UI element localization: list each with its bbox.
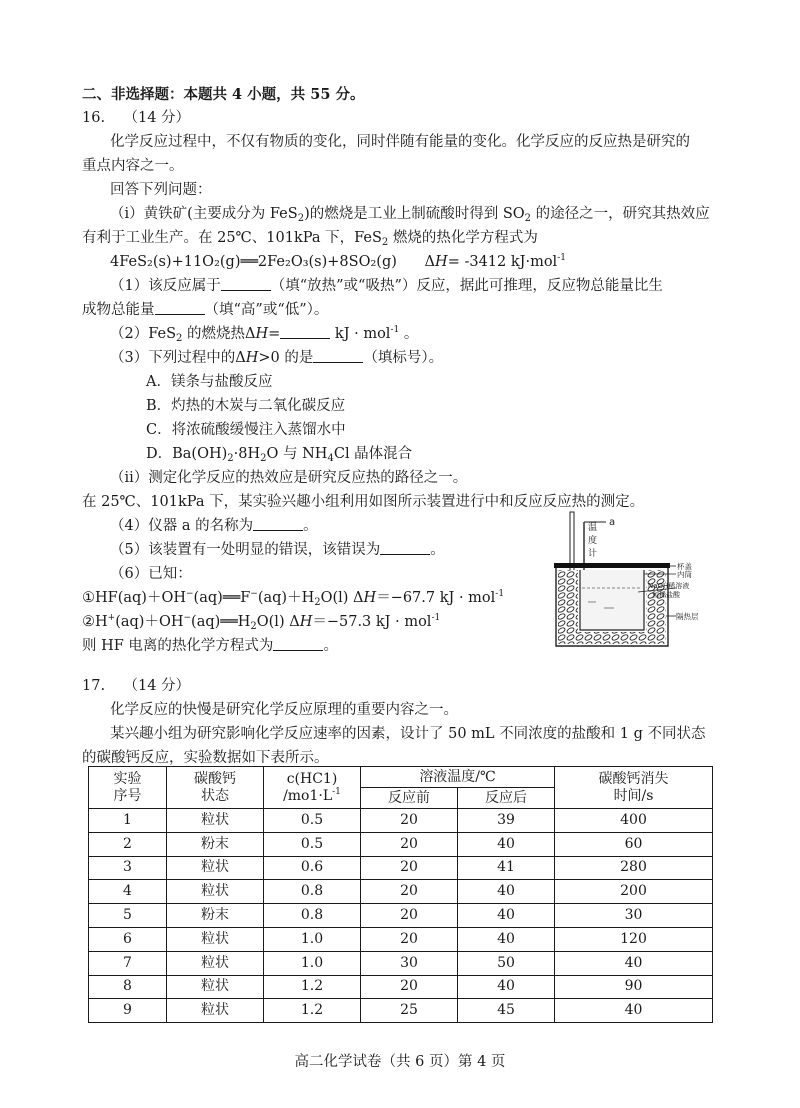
table-row: 3 粒状 0.6 20 41 280 xyxy=(89,856,713,880)
q16-sub3: （3）下列过程中的ΔH>0 的是 （填标号）。 xyxy=(110,350,444,366)
q17-intro: 化学反应的快慢是研究化学反应原理的重要内容之一。 xyxy=(110,702,458,718)
answer-blank[interactable] xyxy=(380,540,430,555)
table-row: 6 粒状 1.0 20 40 120 xyxy=(89,927,713,951)
q17-desc-line2: 的碳酸钙反应，实验数据如下表所示。 xyxy=(82,750,329,766)
lid xyxy=(554,563,670,568)
experiment-table xyxy=(88,766,713,1023)
q17-score: （14 分） xyxy=(123,678,191,694)
label-insulation: 隔热层 xyxy=(676,612,699,621)
table-row: 4 粒状 0.8 20 40 200 xyxy=(89,880,713,904)
q16-prompt: 回答下列问题： xyxy=(110,182,212,198)
answer-blank[interactable] xyxy=(253,516,303,531)
q16-sub1-line2: 成物总能量 （填“高”或“低”）。 xyxy=(82,302,329,318)
inner-cup xyxy=(580,570,644,630)
header-after: 反应后 xyxy=(458,788,555,809)
q17-desc-line1: 某兴趣小组为研究影响化学反应速率的因素，设计了 50 mL 不同浓度的盐酸和 1 g 不同状态 xyxy=(110,726,706,742)
label-solution: 和稀盐酸 xyxy=(652,591,680,599)
header-before: 反应前 xyxy=(361,788,458,809)
q16-part-ii: （ii）测定化学反应的热效应是研究反应热的路径之一。 xyxy=(110,470,468,486)
equation-text: 4FeS₂(s)+11O₂(g)══2Fe₂O₃(s)+8SO₂(g) xyxy=(110,254,397,270)
table-row: 2 粉末 0.5 20 40 60 xyxy=(89,832,713,856)
q16-score: （14 分） xyxy=(123,110,191,126)
q16-intro-line2: 重点内容之一。 xyxy=(82,158,184,174)
thermometer-label: 计 xyxy=(588,549,598,559)
q16-intro-line1: 化学反应过程中，不仅有物质的变化，同时伴随有能量的变化。化学反应的反应热是研究的 xyxy=(110,134,690,150)
header-exp-no: 实验 序号 xyxy=(89,767,167,809)
table-row: 7 粒状 1.0 30 50 40 xyxy=(89,951,713,975)
q17-number: 17. xyxy=(82,678,106,694)
answer-blank[interactable] xyxy=(221,276,271,291)
q16-equation-main: 4FeS₂(s)+11O₂(g)══2Fe₂O₃(s)+8SO₂(g) ΔH= -3412 kJ·mol$^{-1}$ xyxy=(110,253,566,270)
q16-part-ii-line2: 在 25℃、101kPa 下，某实验兴趣小组利用如图所示装置进行中和反应反应热的测定。 xyxy=(82,494,645,510)
q16-sub2: （2）FeS$_2$ 的燃烧热ΔH= kJ · mol$^{-1}$ 。 xyxy=(110,325,419,344)
q17-header xyxy=(82,676,190,696)
q16-sub6: （6）已知： xyxy=(110,566,192,582)
option-d: D．$Ba(OH)_2\cdot 8H_2O$ 与 $NH_4Cl$ 晶体混合 xyxy=(146,446,413,464)
q16-sub1-line1: （1）该反应属于 （填“放热”或“吸热”）反应，据此可推理，反应物总能量比生 xyxy=(110,278,663,294)
q16-sub4: （4）仪器 a 的名称为 。 xyxy=(110,518,318,534)
q16-part-i-line1: （i）黄铁矿(主要成分为 FeS$_2$)的燃烧是工业上制硫酸时得到 $SO_2$ 的途径之一，研究其热效应 xyxy=(110,206,710,224)
q16-part-i-line2: 有利于工业生产。在 25℃、101kPa 下，FeS$_2$ 燃烧的热化学方程式为 xyxy=(82,230,538,248)
answer-blank[interactable] xyxy=(155,300,205,315)
thermometer-label: 温 xyxy=(588,523,598,533)
calorimeter-diagram xyxy=(548,508,700,650)
label-solution: NaOH稀溶液 xyxy=(648,582,690,590)
table-row: 8 粒状 1.2 20 40 90 xyxy=(89,975,713,999)
thermometer-label: 度 xyxy=(588,536,598,546)
q16-number: 16. xyxy=(82,110,106,126)
option-b: B．灼热的木炭与二氧化碳反应 xyxy=(146,398,346,414)
answer-blank[interactable] xyxy=(313,348,363,363)
q16-eq1: $①HF(aq)+OH^-(aq)══F^-(aq)+H_2O(l)$ ΔH＝−67.7 kJ · mol$^{-1}$ xyxy=(82,589,505,608)
page-footer: 高二化学试卷（共 6 页）第 4 页 xyxy=(294,1054,506,1070)
header-state: 碳酸钙 状态 xyxy=(167,767,264,809)
label-lid: 杯盖 xyxy=(677,562,692,571)
answer-blank[interactable] xyxy=(273,636,323,651)
table-row: 9 粒状 1.2 25 45 40 xyxy=(89,999,713,1023)
table-row: 5 粉末 0.8 20 40 30 xyxy=(89,904,713,928)
q16-sub5: （5）该装置有一处明显的错误，该错误为 。 xyxy=(110,542,445,558)
option-c: C．将浓硫酸缓慢注入蒸馏水中 xyxy=(146,422,346,438)
q16-eq2: $②H^+(aq)+OH^-(aq)══H_2O(l)$ ΔH＝−57.3 kJ · mol$^{-1}$ xyxy=(82,613,441,632)
option-a: A．镁条与盐酸反应 xyxy=(146,374,273,390)
label-a: a xyxy=(609,517,616,528)
header-temperature: 溶液温度/℃ xyxy=(361,767,555,788)
table-row: 1 粒状 0.5 20 39 400 xyxy=(89,809,713,833)
header-concentration: c(HC1) $/mo1\cdot L^{-1}$ xyxy=(264,767,361,809)
header-time: 碳酸钙消失 时间/s xyxy=(555,767,713,809)
label-inner-cup: 内筒 xyxy=(677,570,692,579)
q16-header xyxy=(82,108,190,128)
answer-blank[interactable] xyxy=(280,324,330,339)
section-heading: 二、非选择题：本题共 4 小题，共 55 分。 xyxy=(82,86,365,103)
q16-final: 则 HF 电离的热化学方程式为 。 xyxy=(82,638,338,654)
